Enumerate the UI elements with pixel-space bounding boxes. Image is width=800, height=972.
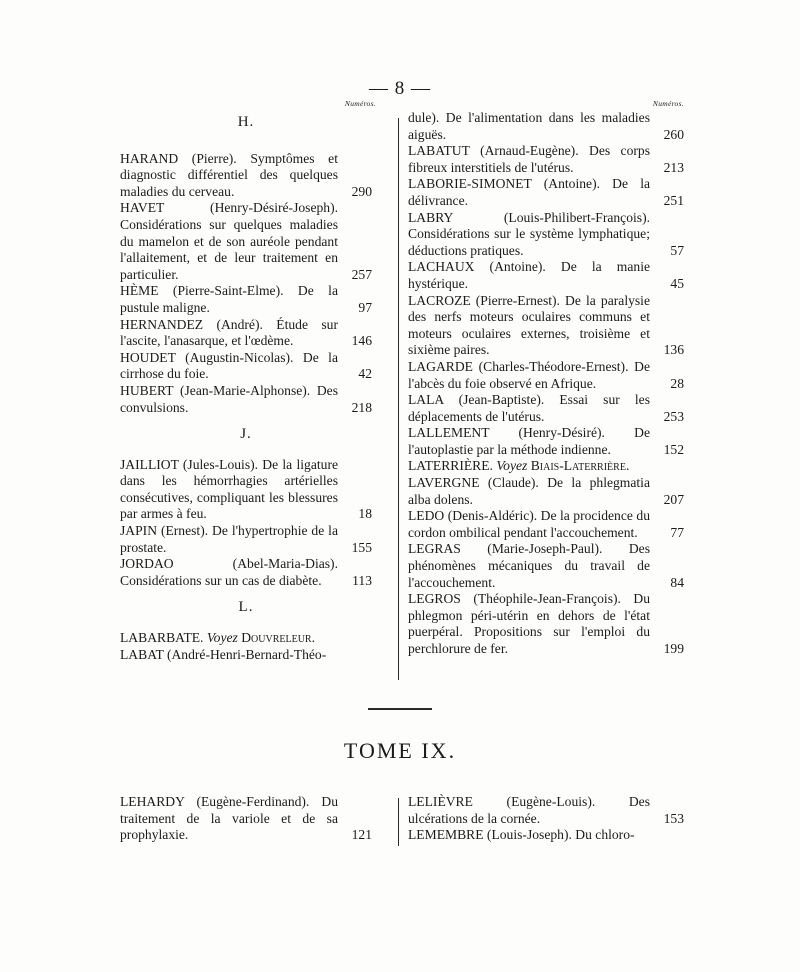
- entry-text: LABRY (Louis-Philibert-François). Considérations sur le système lymphatique; déductions pratiques.: [408, 209, 650, 258]
- index-entry: [408, 392, 684, 425]
- entry-number: 218: [351, 399, 372, 415]
- entry-number: 260: [663, 126, 684, 142]
- entry-number: 146: [351, 333, 372, 349]
- entry-number: 153: [663, 810, 684, 826]
- index-entry: [120, 317, 372, 350]
- entry-text: JAILLIOT (Jules-Louis). De la ligature dans les hémorrhagies artérielles consécutives, compliquant les blessures par armes à feu.: [120, 456, 338, 522]
- index-entry: [120, 794, 372, 844]
- entry-number: 57: [670, 242, 684, 258]
- section-separator-rule: [368, 708, 432, 710]
- voyez-label: Voyez: [496, 458, 528, 474]
- entry-number: 113: [352, 572, 372, 588]
- entry-text: LEMEMBRE (Louis-Joseph). Du chloro-: [408, 827, 635, 843]
- entry-text: LABATUT (Arnaud-Eugène). Des corps fibreux interstitiels de l'utérus.: [408, 143, 650, 175]
- index-entry: [408, 110, 684, 143]
- entry-text: LEGROS (Théophile-Jean-François). Du phlegmon péri-utérin en dehors de l'état puerpéral. Propositions sur l'emploi du perchlorure de fer.: [408, 591, 650, 656]
- index-entry: [120, 383, 372, 416]
- index-entry: [408, 176, 684, 209]
- index-entry: [120, 523, 372, 556]
- entry-text: HOUDET (Augustin-Nicolas). De la cirrhose du foie.: [120, 349, 338, 382]
- index-entry: [408, 259, 684, 292]
- entry-text: LABAT (André-Henri-Bernard-Théo-: [120, 646, 327, 662]
- entry-number: 251: [663, 192, 684, 208]
- left-column: [120, 98, 376, 663]
- page-number: — 8 —: [369, 78, 431, 99]
- tome-title: TOME IX.: [343, 738, 457, 763]
- entry-number: 155: [351, 539, 372, 555]
- index-entry-cross-reference: [408, 458, 684, 475]
- index-entry: [408, 827, 684, 844]
- column-divider: [398, 798, 399, 846]
- entry-text: JAPIN (Ernest). De l'hypertrophie de la prostate.: [120, 523, 338, 555]
- entry-number: 77: [670, 524, 684, 540]
- entry-text: HERNANDEZ (André). Étude sur l'ascite, l'anasarque, et l'œdème.: [120, 316, 338, 349]
- index-entry: [408, 293, 684, 359]
- entry-text: LEGRAS (Marie-Joseph-Paul). Des phénomènes mécaniques du travail de l'accouchement.: [408, 541, 650, 590]
- entry-number: 213: [663, 159, 684, 175]
- index-entry: [120, 556, 372, 589]
- index-entry: [120, 647, 372, 664]
- tome-right-column: [408, 794, 684, 844]
- entry-number: 18: [358, 506, 372, 522]
- index-entry: [120, 350, 372, 383]
- cross-reference: Biais-Laterrière.: [530, 458, 630, 474]
- entry-text: LABORIE-SIMONET (Antoine). De la délivrance.: [408, 176, 650, 208]
- index-entry: [408, 210, 684, 260]
- section-letter-j: J.: [240, 426, 252, 443]
- entry-number: 152: [663, 441, 684, 457]
- entry-number: 199: [663, 641, 684, 656]
- section-letter-h: H.: [237, 114, 255, 130]
- entry-text: LALLEMENT (Henry-Désiré). De l'autoplastie par la méthode indienne.: [408, 425, 650, 457]
- entry-text: dule). De l'alimentation dans les maladies aiguës.: [408, 110, 650, 142]
- column-divider: [398, 118, 399, 680]
- entry-number: 97: [358, 299, 372, 315]
- entry-text: LAVERGNE (Claude). De la phlegmatia alba dolens.: [408, 475, 650, 507]
- entry-number: 28: [670, 375, 684, 391]
- entry-text: LABARBATE.: [120, 630, 207, 646]
- cross-reference: Douvreleur.: [241, 630, 315, 646]
- numeros-label: Numéros.: [652, 99, 684, 108]
- index-entry: [408, 508, 684, 541]
- entry-text: LAGARDE (Charles-Théodore-Ernest). De l'abcès du foie observé en Afrique.: [408, 358, 650, 391]
- entry-text: LACHAUX (Antoine). De la manie hystérique.: [408, 259, 650, 291]
- entry-text: LACROZE (Pierre-Ernest). De la paralysie des nerfs moteurs oculaires communs et moteurs oculaires externes, troisième et sixième paires.: [408, 292, 650, 358]
- entry-text: LEHARDY (Eugène-Ferdinand). Du traitement de la variole et de sa prophylaxie.: [120, 794, 338, 843]
- entry-number: 42: [358, 366, 372, 382]
- entry-text: JORDAO (Abel-Maria-Dias). Considérations sur un cas de diabète.: [120, 556, 338, 588]
- entry-text: HAVET (Henry-Désiré-Joseph). Considérations sur quelques maladies du mamelon et de son auréole pendant l'allaitement, et de leur traitement en particulier.: [120, 200, 338, 282]
- entry-number: 121: [351, 827, 372, 843]
- section-letter-l: L.: [238, 599, 254, 616]
- index-entry: [120, 457, 372, 523]
- voyez-label: Voyez: [206, 630, 238, 646]
- index-entry: [408, 143, 684, 176]
- entry-number: 84: [670, 574, 684, 590]
- entry-number: 257: [351, 266, 372, 282]
- entry-text: HARAND (Pierre). Symptômes et diagnostic différentiel des quelques maladies du cerveau.: [120, 150, 338, 199]
- right-column: [408, 98, 684, 658]
- index-entry: [408, 425, 684, 458]
- entry-text: LEDO (Denis-Aldéric). De la procidence du cordon ombilical pendant l'accouchement.: [408, 508, 650, 540]
- index-entry: [120, 283, 372, 316]
- numeros-label: Numéros.: [344, 99, 376, 108]
- entry-text: LATERRIÈRE.: [408, 458, 497, 474]
- tome-left-column: [120, 794, 372, 844]
- entry-text: HÈME (Pierre-Saint-Elme). De la pustule maligne.: [120, 283, 338, 315]
- entry-number: 136: [663, 342, 684, 358]
- index-entry: [408, 541, 684, 591]
- index-entry-cross-reference: [120, 630, 372, 647]
- entry-text: LELIÈVRE (Eugène-Louis). Des ulcérations de la cornée.: [408, 794, 650, 826]
- entry-text: HUBERT (Jean-Marie-Alphonse). Des convulsions.: [120, 382, 338, 415]
- index-entry: [408, 475, 684, 508]
- entry-number: 290: [351, 183, 372, 199]
- entry-text: LALA (Jean-Baptiste). Essai sur les déplacements de l'utérus.: [408, 392, 650, 424]
- index-entry: [120, 200, 372, 283]
- index-entry: [120, 151, 372, 201]
- entry-number: 45: [670, 275, 684, 291]
- entry-number: 253: [663, 408, 684, 424]
- entry-number: 207: [663, 491, 684, 507]
- index-entry: [408, 359, 684, 392]
- index-entry: [408, 591, 684, 657]
- index-entry: [408, 794, 684, 827]
